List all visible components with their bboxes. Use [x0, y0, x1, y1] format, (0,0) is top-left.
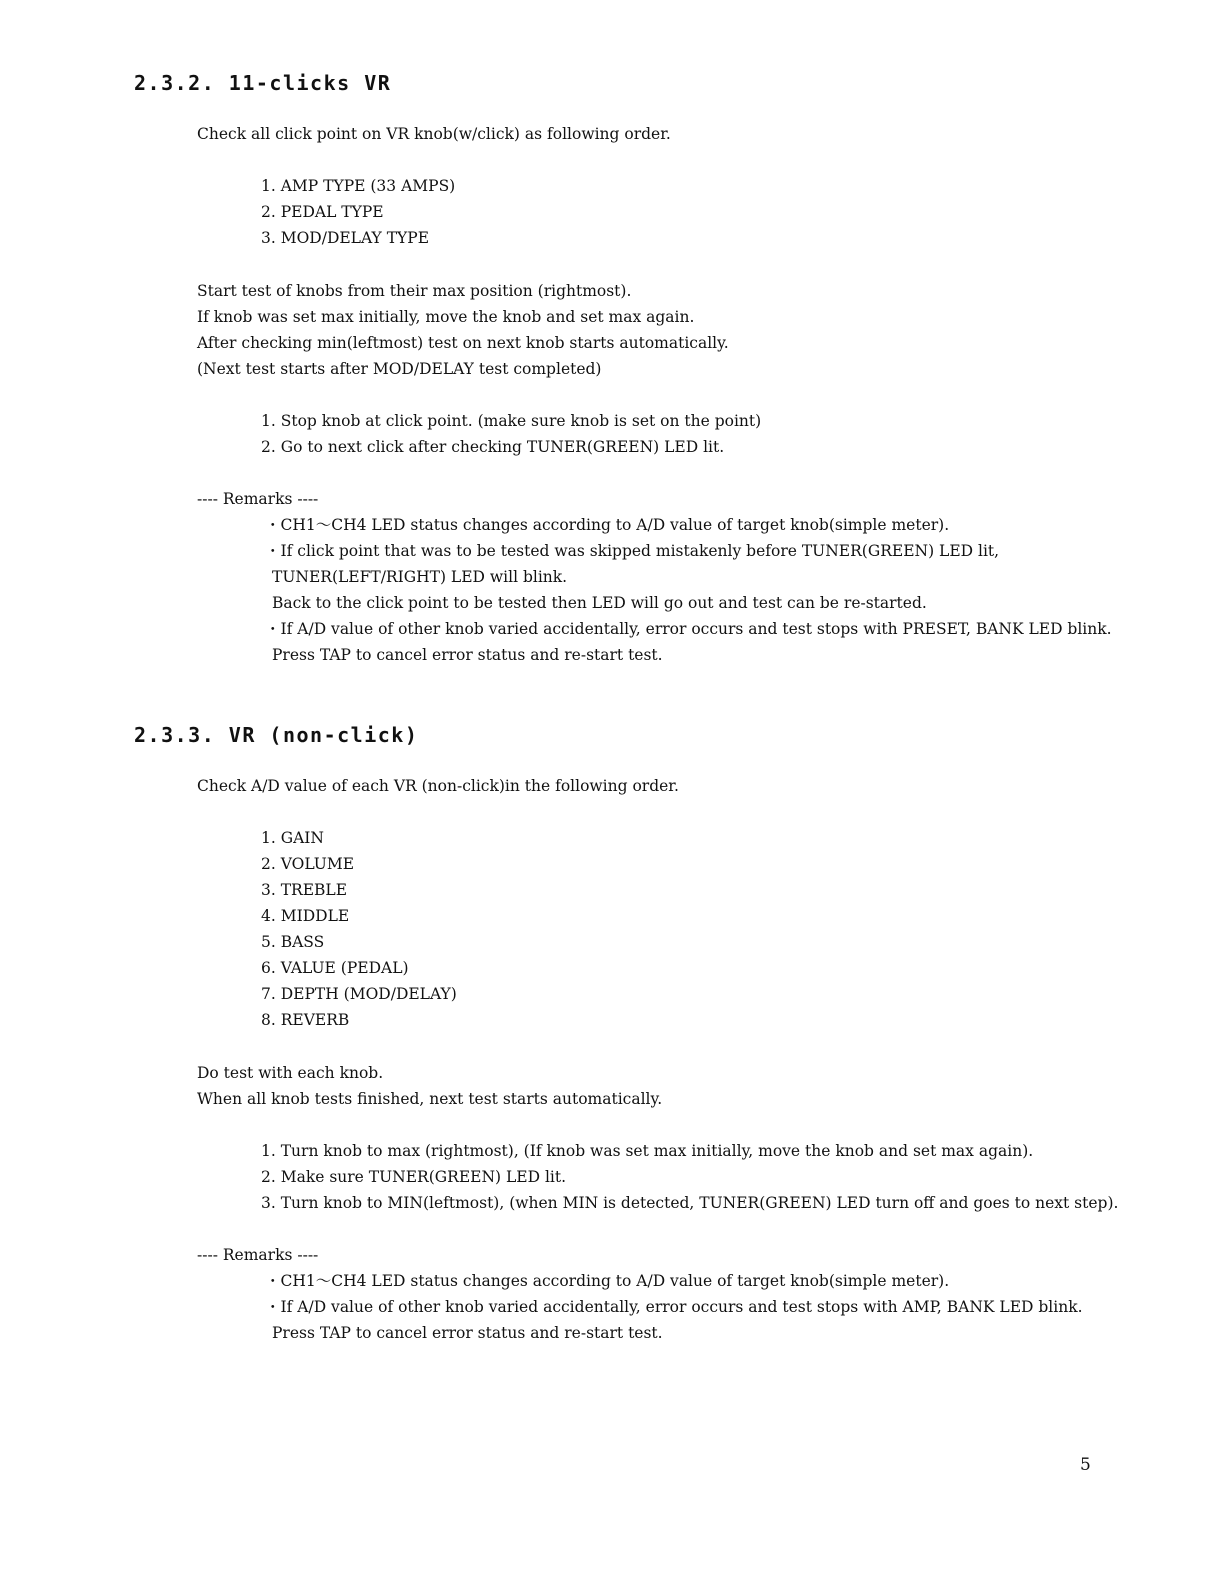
remark-item: ・If click point that was to be tested was skipped mistakenly before TUNER(GREEN) LED lit, — [265, 542, 1000, 560]
step-item: 3. Turn knob to MIN(leftmost), (when MIN is detected, TUNER(GREEN) LED turn off and goes to next step). — [261, 1194, 1119, 1212]
order-item: 7. DEPTH (MOD/DELAY) — [261, 985, 457, 1003]
order-item: 4. MIDDLE — [261, 907, 350, 925]
order-item: 5. BASS — [261, 933, 325, 951]
order-item: 6. VALUE (PEDAL) — [261, 959, 409, 977]
remarks-title: ---- Remarks ---- — [197, 1246, 319, 1264]
instruction-line: If knob was set max initially, move the knob and set max again. — [197, 308, 695, 326]
section-heading-2-3-3: 2.3.3. VR (non-click) — [134, 723, 419, 747]
order-item: 1. GAIN — [261, 829, 324, 847]
step-item: 2. Go to next click after checking TUNER(GREEN) LED lit. — [261, 438, 725, 456]
remark-item: ・CH1～CH4 LED status changes according to A/D value of target knob(simple meter). — [265, 516, 950, 534]
section-heading-2-3-2: 2.3.2. 11-clicks VR — [134, 71, 392, 95]
remark-item: ・If A/D value of other knob varied accidentally, error occurs and test stops with AMP, BANK LED blink. — [265, 1298, 1083, 1316]
section-2-3-3-intro: Check A/D value of each VR (non-click)in the following order. — [197, 777, 679, 795]
order-item: 2. VOLUME — [261, 855, 355, 873]
step-item: 1. Turn knob to max (rightmost), (If knob was set max initially, move the knob and set max again). — [261, 1142, 1034, 1160]
page-number: 5 — [1080, 1455, 1091, 1475]
order-item: 3. MOD/DELAY TYPE — [261, 229, 430, 247]
remark-continuation: Press TAP to cancel error status and re-start test. — [272, 1324, 663, 1342]
remark-continuation: TUNER(LEFT/RIGHT) LED will blink. — [272, 568, 568, 586]
remark-continuation: Back to the click point to be tested then LED will go out and test can be re-started. — [272, 594, 927, 612]
step-item: 2. Make sure TUNER(GREEN) LED lit. — [261, 1168, 567, 1186]
remark-continuation: Press TAP to cancel error status and re-start test. — [272, 646, 663, 664]
order-item: 1. AMP TYPE (33 AMPS) — [261, 177, 456, 195]
order-item: 3. TREBLE — [261, 881, 348, 899]
instruction-line: Do test with each knob. — [197, 1064, 384, 1082]
instruction-line: Start test of knobs from their max position (rightmost). — [197, 282, 632, 300]
remark-item: ・CH1～CH4 LED status changes according to A/D value of target knob(simple meter). — [265, 1272, 950, 1290]
section-2-3-2-intro: Check all click point on VR knob(w/click) as following order. — [197, 125, 671, 143]
instruction-line: When all knob tests finished, next test starts automatically. — [197, 1090, 663, 1108]
remarks-title: ---- Remarks ---- — [197, 490, 319, 508]
order-item: 8. REVERB — [261, 1011, 350, 1029]
step-item: 1. Stop knob at click point. (make sure knob is set on the point) — [261, 412, 762, 430]
order-item: 2. PEDAL TYPE — [261, 203, 384, 221]
instruction-line: (Next test starts after MOD/DELAY test completed) — [197, 360, 602, 378]
remark-item: ・If A/D value of other knob varied accidentally, error occurs and test stops with PRESET, BANK LED blink. — [265, 620, 1112, 638]
instruction-line: After checking min(leftmost) test on next knob starts automatically. — [197, 334, 729, 352]
